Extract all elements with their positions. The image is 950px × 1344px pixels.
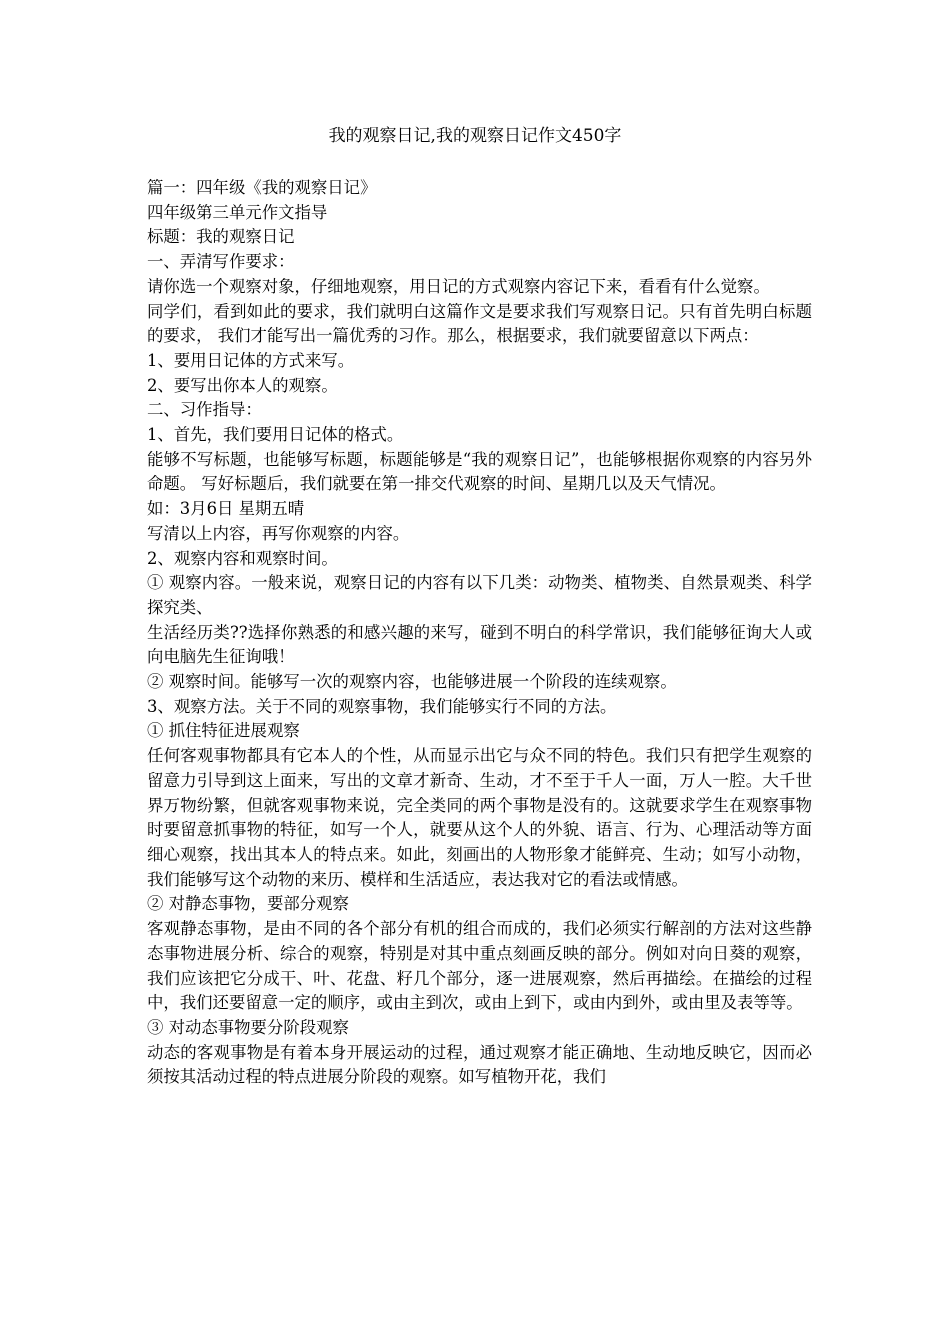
body-paragraph: 2、要写出你本人的观察。 xyxy=(147,375,338,395)
body-paragraph: ② 对静态事物，要部分观察 xyxy=(147,894,349,914)
body-paragraph: 动态的客观事物是有着本身开展运动的过程，通过观察才能正确地、生动地反映它，因而必须按其活动过程的特点进展分阶段的观察。如写植物开花，我们 xyxy=(147,1042,812,1087)
body-paragraph: 篇一：四年级《我的观察日记》 xyxy=(147,178,377,197)
body-paragraph: ① 观察内容。一般来说，观察日记的内容有以下几类：动物类、植物类、自然景观类、科学探究类、 xyxy=(147,573,812,617)
document-body xyxy=(147,176,812,1090)
body-paragraph: 请你选一个观察对象，仔细地观察，用日记的方式观察内容记下来，看看有什么觉察。 xyxy=(147,276,770,296)
body-paragraph: 3、观察方法。关于不同的观察事物，我们能够实行不同的方法。 xyxy=(147,696,617,716)
body-paragraph: 生活经历类??选择你熟悉的和感兴趣的来写，碰到不明白的科学常识，我们能够征询大人或向电脑先生征询哦！ xyxy=(147,622,812,667)
body-paragraph: 一、弄清写作要求： xyxy=(147,252,295,272)
body-paragraph: 二、习作指导： xyxy=(147,400,262,420)
body-paragraph: 写清以上内容，再写你观察的内容。 xyxy=(147,523,410,543)
body-paragraph: 如：3月6日 星期五晴 xyxy=(147,499,305,519)
document-title: 我的观察日记,我的观察日记作文450字 xyxy=(328,126,622,146)
body-paragraph: 标题：我的观察日记 xyxy=(147,227,295,247)
body-paragraph: 能够不写标题，也能够写标题，标题能够是“我的观察日记”，也能够根据你观察的内容另外命题。 写好标题后，我们就要在第一排交代观察的时间、星期几以及天气情况。 xyxy=(147,449,812,494)
body-paragraph: ② 观察时间。能够写一次的观察内容，也能够进展一个阶段的连续观察。 xyxy=(147,672,677,692)
body-paragraph: 客观静态事物，是由不同的各个部分有机的组合而成的，我们必须实行解剖的方法对这些静态事物进展分析、综合的观察，特别是对其中重点刻画反映的部分。例如对向日葵的观察，我们应该把它分成干、叶、花盘、籽几个部分，逐一进展观察，然后再描绘。在描绘的过程中，我们还要留意一定的顺序，或由主到次，或由上到下，或由内到外，或由里及表等等。 xyxy=(147,919,812,1013)
body-paragraph: 1、要用日记体的方式来写。 xyxy=(147,350,355,370)
body-paragraph: 四年级第三单元作文指导 xyxy=(147,202,328,222)
body-paragraph: 任何客观事物都具有它本人的个性，从而显示出它与众不同的特色。我们只有把学生观察的留意力引导到这上面来，写出的文章才新奇、生动，才不至于千人一面，万人一腔。大千世界万物纷繁，但就客观事物来说，完全类同的两个事物是没有的。这就要求学生在观察事物时要留意抓事物的特征，如写一个人，就要从这个人的外貌、语言、行为、心理活动等方面细心观察，找出其本人的特点来。如此，刻画出的人物形象才能鲜亮、生动；如写小动物，我们能够写这个动物的来历、模样和生活适应，表达我对它的看法或情感。 xyxy=(147,746,812,889)
body-paragraph: ③ 对动态事物要分阶段观察 xyxy=(147,1017,349,1037)
body-paragraph: 1、首先，我们要用日记体的格式。 xyxy=(147,425,404,445)
body-paragraph: 同学们，看到如此的要求，我们就明白这篇作文是要求我们写观察日记。只有首先明白标题的要求， 我们才能写出一篇优秀的习作。那么，根据要求，我们就要留意以下两点： xyxy=(147,301,812,346)
body-paragraph: 2、观察内容和观察时间。 xyxy=(147,548,338,568)
body-paragraph: ① 抓住特征进展观察 xyxy=(147,721,300,741)
